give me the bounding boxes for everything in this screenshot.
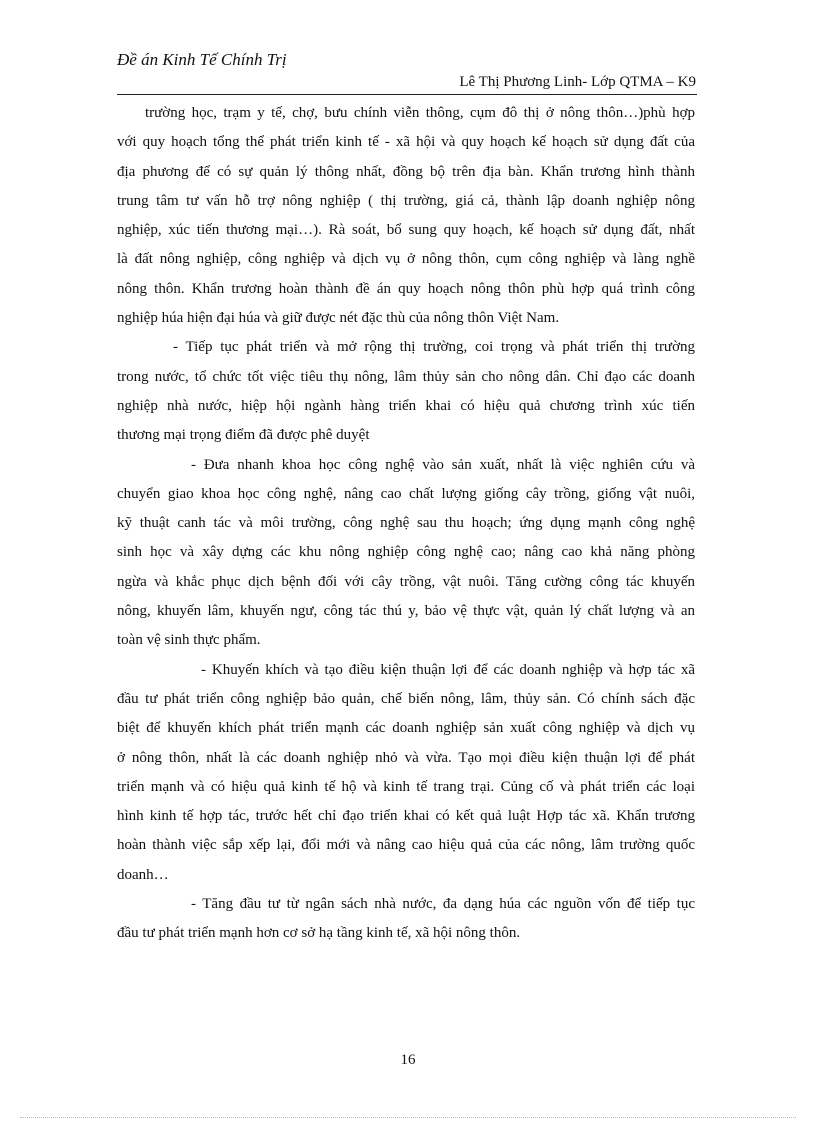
text-line: trường học, trạm y tế, chợ, bưu chính viễn thông, cụm đô thị ở nông thôn…)phù hợp (145, 105, 695, 121)
text-line: địa phương để có sự quản lý thông nhất, đồng bộ trên địa bàn. Khẩn trương hình thành (117, 163, 695, 180)
text-line: nghiệp, xúc tiến thương mại…). Rà soát, bổ sung quy hoạch, kế hoạch sử dụng đất, nhất (117, 222, 695, 239)
text-line: đầu tư phát triển công nghiệp bảo quản, chế biến nông, lâm, thủy sản. Có chính sách đặc (117, 690, 695, 707)
text-line: kỹ thuật canh tác và môi trường, công nghệ sau thu hoạch; ứng dụng mạnh công nghệ (117, 515, 695, 532)
text-line: thương mại trọng điểm đã được phê duyệt (117, 427, 370, 444)
text-line: trung tâm tư vấn hỗ trợ nông nghiệp ( thị trường, giá cả, thành lập doanh nghiệp nông (117, 192, 695, 209)
text-line: - Đưa nhanh khoa học công nghệ vào sản xuất, nhất là việc nghiên cứu và (191, 456, 695, 473)
paragraph (117, 890, 695, 949)
text-line: - Khuyến khích và tạo điều kiện thuận lợi để các doanh nghiệp và hợp tác xã (201, 661, 695, 678)
paragraph (117, 656, 695, 890)
text-line: toàn vệ sinh thực phẩm. (117, 632, 261, 649)
text-line: đầu tư phát triển mạnh hơn cơ sở hạ tầng kinh tế, xã hội nông thôn. (117, 925, 521, 942)
text-line: chuyển giao khoa học công nghệ, nâng cao chất lượng giống cây trồng, giống vật nuôi, (117, 485, 695, 502)
document-body (117, 99, 695, 949)
text-line: doanh… (117, 866, 169, 883)
author-class-line: Lê Thị Phương Linh- Lớp QTMA – K9 (459, 74, 696, 90)
paragraph (117, 333, 695, 450)
header-divider (117, 94, 697, 95)
page-bottom-divider (20, 1117, 796, 1118)
text-line: nông thôn. Khẩn trương hoàn thành đề án quy hoạch nông thôn phù hợp quá trình công (117, 280, 695, 297)
text-line: trong nước, tổ chức tốt việc tiêu thụ nông, lâm thủy sản cho nông dân. Chỉ đạo các doanh (117, 368, 695, 385)
text-line: nghiệp nhà nước, hiệp hội ngành hàng triển khai có hiệu quả chương trình xúc tiến (117, 397, 695, 414)
paragraph (117, 99, 695, 333)
text-line: ngừa và khắc phục dịch bệnh đối với cây trồng, vật nuôi. Tăng cường công tác khuyến (117, 573, 695, 590)
text-line: nghiệp húa hiện đại húa và giữ được nét đặc thù của nông thôn Việt Nam. (117, 310, 560, 327)
text-line: triển mạnh và có hiệu quả kinh tế hộ và kinh tế trang trại. Củng cố và phát triển các loại (117, 778, 695, 795)
page-number: 16 (400, 1052, 416, 1068)
text-line: ở nông thôn, nhất là các doanh nghiệp nhỏ và vừa. Tạo mọi điều kiện thuận lợi để phát (117, 749, 695, 766)
text-line: là đất nông nghiệp, công nghiệp và dịch vụ ở nông thôn, cụm công nghiệp và làng nghề (117, 251, 695, 268)
paragraph (117, 451, 695, 656)
text-line: hoàn thành việc sắp xếp lại, đổi mới và nâng cao hiệu quả của các nông, lâm trường quốc (117, 837, 695, 854)
text-line: biệt để khuyến khích phát triển mạnh các doanh nghiệp sản xuất công nghiệp và dịch vụ (117, 720, 695, 737)
document-title: Đề án Kinh Tế Chính Trị (117, 50, 287, 69)
text-line: hình kinh tế hợp tác, trước hết chỉ đạo triển khai có kết quả luật Hợp tác xã. Khẩn trương (117, 808, 695, 825)
text-line: - Tăng đầu tư từ ngân sách nhà nước, đa dạng húa các nguồn vốn để tiếp tục (191, 896, 695, 913)
text-line: - Tiếp tục phát triển và mở rộng thị trường, coi trọng và phát triển thị trường (173, 339, 695, 356)
text-line: với quy hoạch tổng thể phát triển kinh tế - xã hội và quy hoạch kế hoạch sử dụng đất của (117, 134, 695, 151)
text-line: sinh học và xây dựng các khu nông nghiệp công nghệ cao; nâng cao khả năng phòng (117, 544, 695, 561)
text-line: nông, khuyến lâm, khuyến ngư, công tác thú y, bảo vệ thực vật, quản lý chất lượng và an (117, 603, 695, 620)
